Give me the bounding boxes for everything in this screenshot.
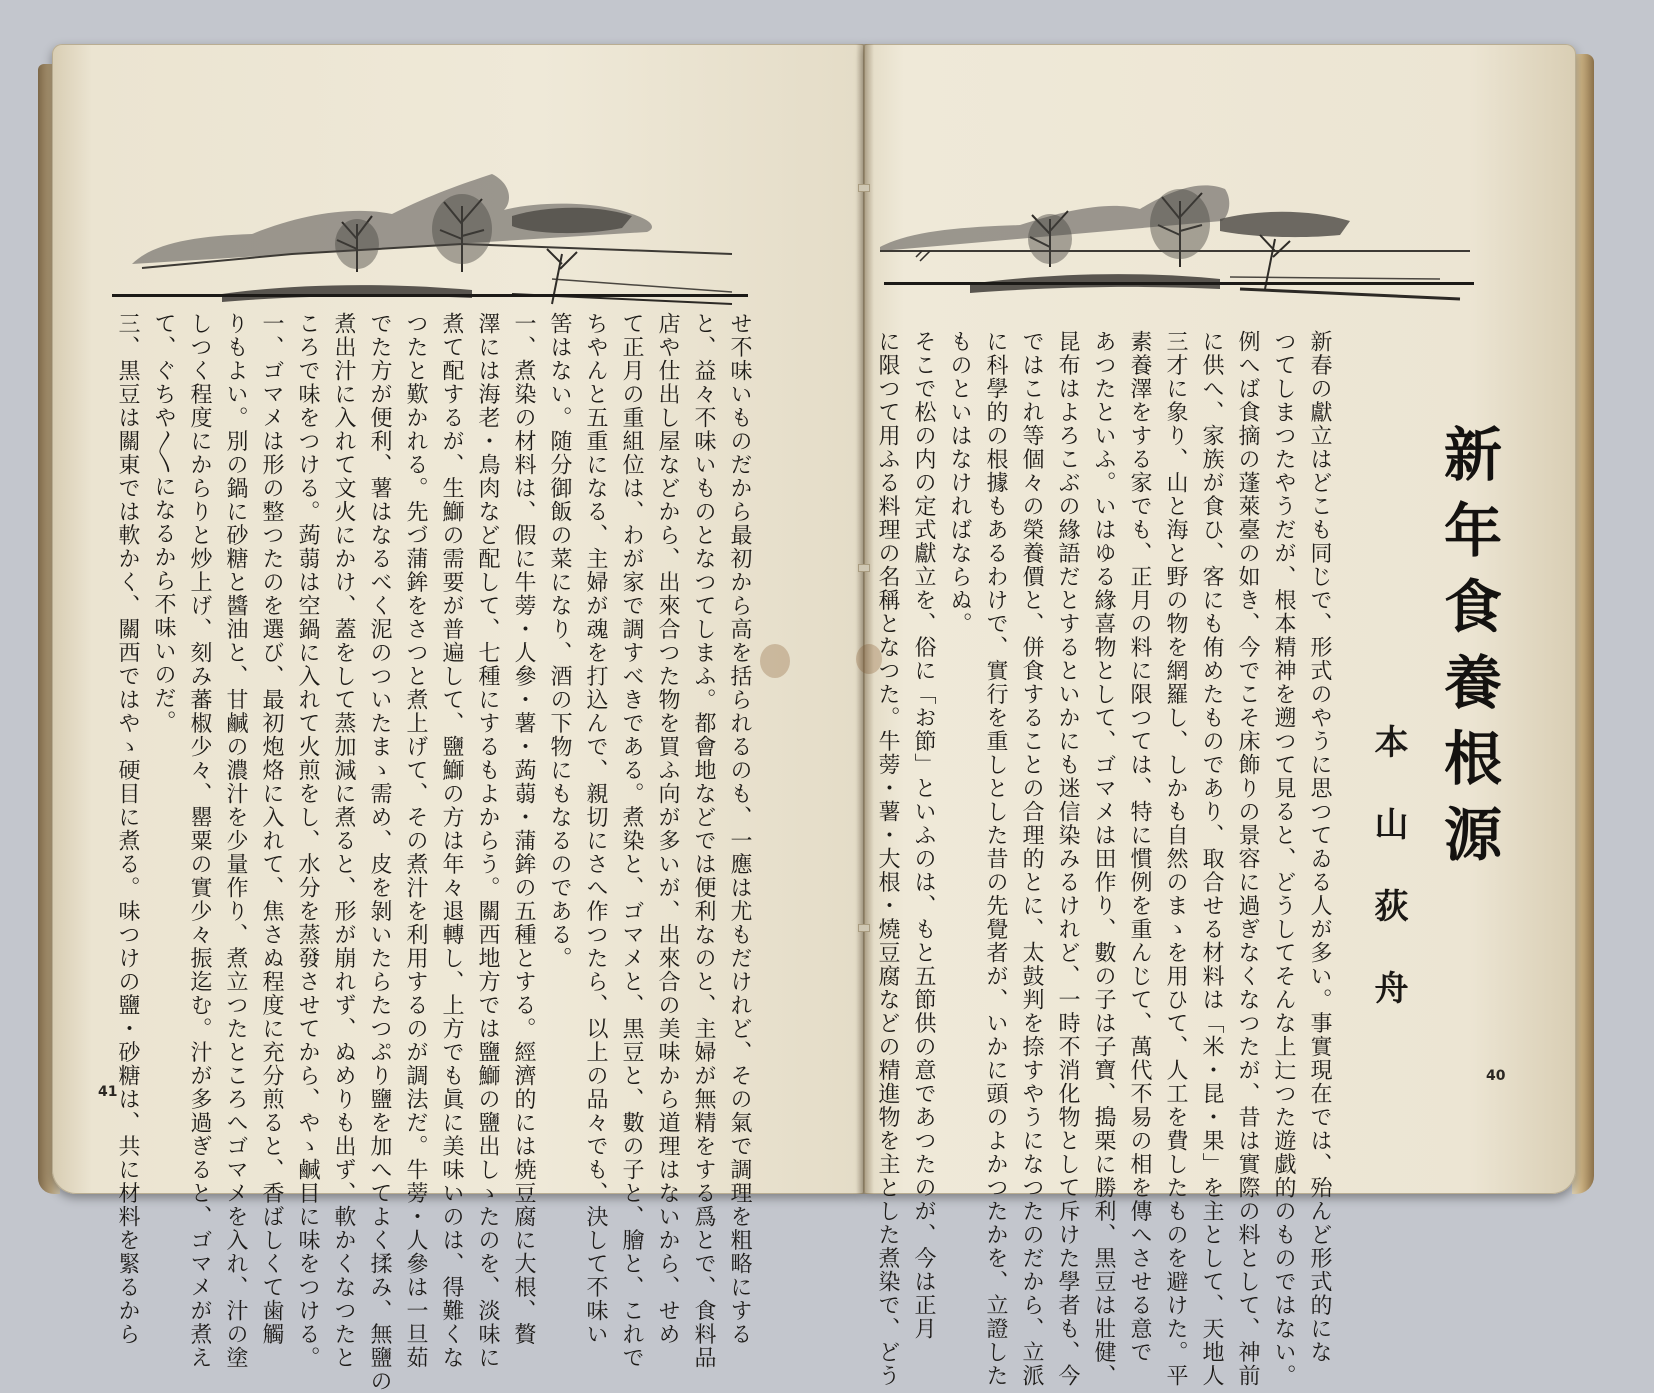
article-author: 本山荻舟 bbox=[1368, 724, 1408, 1052]
text-column: 煮て配するが、生鰤の需要が普遍して、鹽鰤の方は年々退轉し、上方でも眞に美味いのは、得難くな bbox=[439, 312, 464, 1370]
text-column: せ不味いものだから最初から高を括られるのも、一應は尤もだけれど、その氣で調理を粗略にする bbox=[727, 312, 752, 1346]
text-column: に供へ、家族が食ひ、客にも侑めたものであり、取合せる材料は「米・昆・果」を主として、天地人 bbox=[1199, 330, 1224, 1388]
header-rule-right bbox=[884, 282, 1474, 285]
text-column: 三、黒豆は關東では軟かく、關西ではやゝ硬目に煮る。味つけの鹽・砂糖は、共に材料を緊るから bbox=[115, 312, 140, 1346]
left-page bbox=[52, 44, 864, 1393]
text-column: 煮出汁に入れて文火にかけ、蓋をして蒸加減に煮ると、形が崩れず、ぬめりも出ず、軟かくなつたと bbox=[331, 312, 356, 1370]
text-column: 一、煮染の材料は、假に牛蒡・人參・薯・蒟蒻・蒲鉾の五種とする。經濟的には焼豆腐に大根、贅 bbox=[511, 312, 536, 1346]
text-column: 新春の獻立はどこも同じで、形式のやうに思つてゐる人が多い。事實現在では、殆んど形式的にな bbox=[1307, 330, 1332, 1364]
text-column: つてしまつたやうだが、根本精神を遡つて見ると、どうしてそんな上辷つた遊戯的のものではない。 bbox=[1271, 330, 1296, 1388]
landscape-illustration-left bbox=[132, 144, 732, 324]
text-column: ちやんと五重になる、主婦が魂を打込んで、親切にさへ作つたら、以上の品々でも、決して不味い bbox=[583, 312, 608, 1346]
book-gutter bbox=[856, 44, 874, 1194]
right-page-text-columns bbox=[875, 330, 1334, 1388]
text-column: 澤には海老・鳥肉など配して、七種にするもよからう。關西地方では鹽鰤の鹽出しゝたのを、淡味に bbox=[475, 312, 500, 1370]
page-number-left: 41 bbox=[98, 1084, 118, 1100]
text-column: あつたといふ。いはゆる緣喜物として、ゴマメは田作り、數の子は子寶、搗栗に勝利、黒豆は壯健、 bbox=[1091, 330, 1116, 1388]
text-column: と、益々不味いものとなつてしまふ。都會地などでは便利なのと、主婦が無精をする爲とで、食料品 bbox=[691, 312, 716, 1370]
text-column: 素養澤をする家でも、正月の料に限つては、特に慣例を重んじて、萬代不易の相を傳へさせる意で bbox=[1127, 330, 1152, 1364]
binding-stitch bbox=[858, 184, 870, 192]
text-column: 店や仕出し屋などから、出來合つた物を買ふ向が多いが、出來合の美味から道理はないから、せめ bbox=[655, 312, 680, 1346]
open-book bbox=[38, 44, 1628, 1393]
text-column: ころで味をつける。蒟蒻は空鍋に入れて火煎をし、水分を蒸發させてから、やゝ鹹目に味をつける。 bbox=[295, 312, 320, 1370]
text-column: でた方が便利、薯はなるべく泥のついたまゝ需め、皮を剝いたらたつぷり鹽を加へてよく揉み、無鹽の bbox=[367, 312, 392, 1393]
text-column: て正月の重組位は、わが家で調すべきである。煮染と、ゴマメと、黒豆と、數の子と、膾と、これで bbox=[619, 312, 644, 1370]
right-page bbox=[864, 44, 1576, 1388]
text-column: 一、ゴマメは形の整つたのを選び、最初炮烙に入れて、焦さぬ程度に充分煎ると、香ばしくて歯觸 bbox=[259, 312, 284, 1346]
text-column: に限つて用ふる料理の名稱となつた。牛蒡・薯・大根・燒豆腐などの精進物を主とした煮染で、どう bbox=[875, 330, 900, 1388]
stain-mark bbox=[760, 644, 790, 678]
text-column: に科學的の根據もあるわけで、實行を重しとした昔の先覺者が、いかに頭のよかつたかを、立證した bbox=[983, 330, 1008, 1388]
text-column: 三才に象り、山と海と野の物を網羅し、しかも自然のまゝを用ひて、人工を費したものを避けた。平 bbox=[1163, 330, 1188, 1388]
text-column: そこで松の内の定式獻立を、俗に「お節」といふのは、もと五節供の意であつたのが、今は正月 bbox=[911, 330, 936, 1341]
article-title: 新年食養根源 bbox=[1434, 424, 1502, 880]
text-column: て、ぐちや〳〵になるから不味いのだ。 bbox=[151, 312, 176, 734]
binding-stitch bbox=[858, 924, 870, 932]
binding-stitch bbox=[858, 564, 870, 572]
text-column: しつく程度にからりと炒上げ、刻み蕃椒少々、罌粟の實少々振迄む。汁が多過ぎると、ゴマメが煮え bbox=[187, 312, 212, 1370]
header-rule-left bbox=[112, 294, 748, 297]
text-column: 例へば食摘の蓬萊臺の如き、今でこそ床飾りの景容に過ぎなくなつたが、昔は實際の料として、神前 bbox=[1235, 330, 1260, 1388]
landscape-illustration-right bbox=[880, 139, 1470, 319]
text-column: ではこれ等個々の榮養價と、併食することの合理的とに、太鼓判を捺すやうになつたのだから、立派 bbox=[1019, 330, 1044, 1388]
text-column: ものといはなければならぬ。 bbox=[947, 330, 972, 636]
text-column: 昆布はよろこぶの緣語だとするといかにも迷信染みるけれど、一時不消化物として斥けた學者も、今 bbox=[1055, 330, 1080, 1388]
text-column: 筈はない。随分御飯の菜になり、酒の下物にもなるのである。 bbox=[547, 312, 572, 970]
text-column: つたと歎かれる。先づ蒲鉾をさつと煮上げて、その煮汁を利用するのが調法だ。牛蒡・人參は一旦茹 bbox=[403, 312, 428, 1370]
page-number-right: 40 bbox=[1486, 1068, 1506, 1084]
text-column: りもよい。別の鍋に砂糖と醬油と、甘鹹の濃汁を少量作り、煮立つたところへゴマメを入れ、汁の塗 bbox=[223, 312, 248, 1370]
